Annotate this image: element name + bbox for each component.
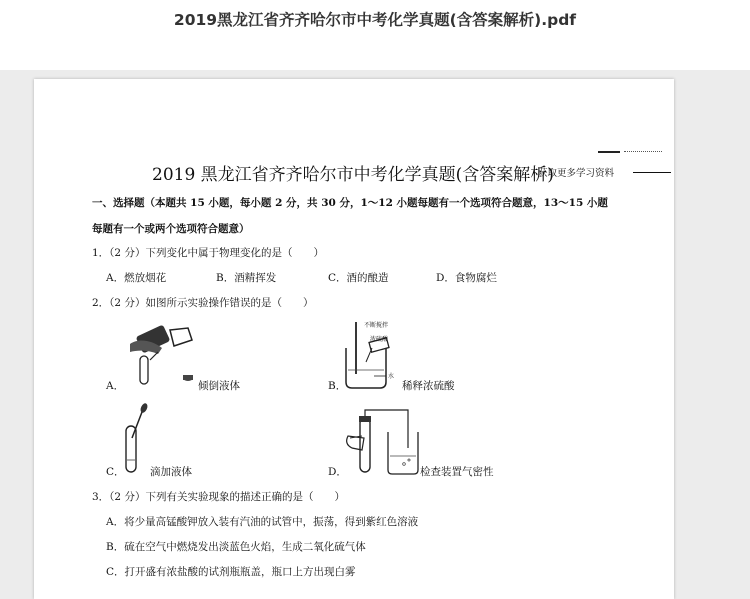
q2-option-a-caption: 倾倒液体 — [198, 380, 240, 392]
q3-option-a: A．将少量高锰酸钾放入装有汽油的试管中，振荡，得到紫红色溶液 — [106, 516, 419, 528]
document-title: 2019 黑龙江省齐齐哈尔市中考化学真题(含答案解析) — [152, 165, 554, 185]
q2-option-c-letter: C． — [106, 466, 125, 478]
q1-option-d: D．食物腐烂 — [436, 272, 497, 284]
page-header-mark — [598, 151, 662, 155]
q2-option-d-caption: 检查装置气密性 — [420, 466, 494, 478]
q2-option-b-caption: 稀释浓硫酸 — [402, 380, 455, 392]
q3-option-b: B．硫在空气中燃烧发出淡蓝色火焰，生成二氧化硫气体 — [106, 541, 366, 553]
q2-option-d-letter: D． — [328, 466, 347, 478]
q2-b-acid-label: 浓硫酸 — [370, 336, 389, 343]
pouring-liquid-figure — [118, 320, 198, 392]
q1-option-c: C．酒的酿造 — [328, 272, 389, 284]
viewer-header — [0, 0, 750, 70]
side-note: 获取更多学习资料 — [538, 168, 615, 179]
section-header-line2: 每题有一个或两个选项符合题意） — [92, 223, 250, 235]
question-1-stem: 1．（2 分）下列变化中属于物理变化的是（ ） — [92, 247, 324, 259]
side-note-dash — [633, 172, 671, 173]
file-title: 2019黑龙江省齐齐哈尔市中考化学真题(含答案解析).pdf — [173, 11, 577, 29]
section-header-line1: 一、选择题（本题共 15 小题，每小题 2 分，共 30 分，1～12 小题每题有一个选项符合题意，13～15 小题 — [92, 197, 608, 209]
q2-option-c-caption: 滴加液体 — [150, 466, 192, 478]
q3-option-c: C．打开盛有浓盐酸的试剂瓶瓶盖，瓶口上方出现白雾 — [106, 566, 356, 578]
diluting-acid-figure — [340, 318, 410, 394]
q2-option-b-letter: B． — [328, 380, 347, 392]
q2-b-stir-label: 不断搅拌 — [364, 322, 389, 329]
q2-b-water-label: 水 — [388, 373, 395, 380]
question-2-stem: 2．（2 分）如图所示实验操作错误的是（ ） — [92, 297, 314, 309]
q1-option-a: A．燃放烟花 — [106, 272, 167, 284]
adding-drops-figure — [118, 402, 154, 476]
question-3-stem: 3．（2 分）下列有关实验现象的描述正确的是（ ） — [92, 491, 345, 503]
airtightness-figure — [342, 408, 422, 478]
q2-option-a-letter: A． — [106, 380, 125, 392]
q1-option-b: B．酒精挥发 — [216, 272, 277, 284]
